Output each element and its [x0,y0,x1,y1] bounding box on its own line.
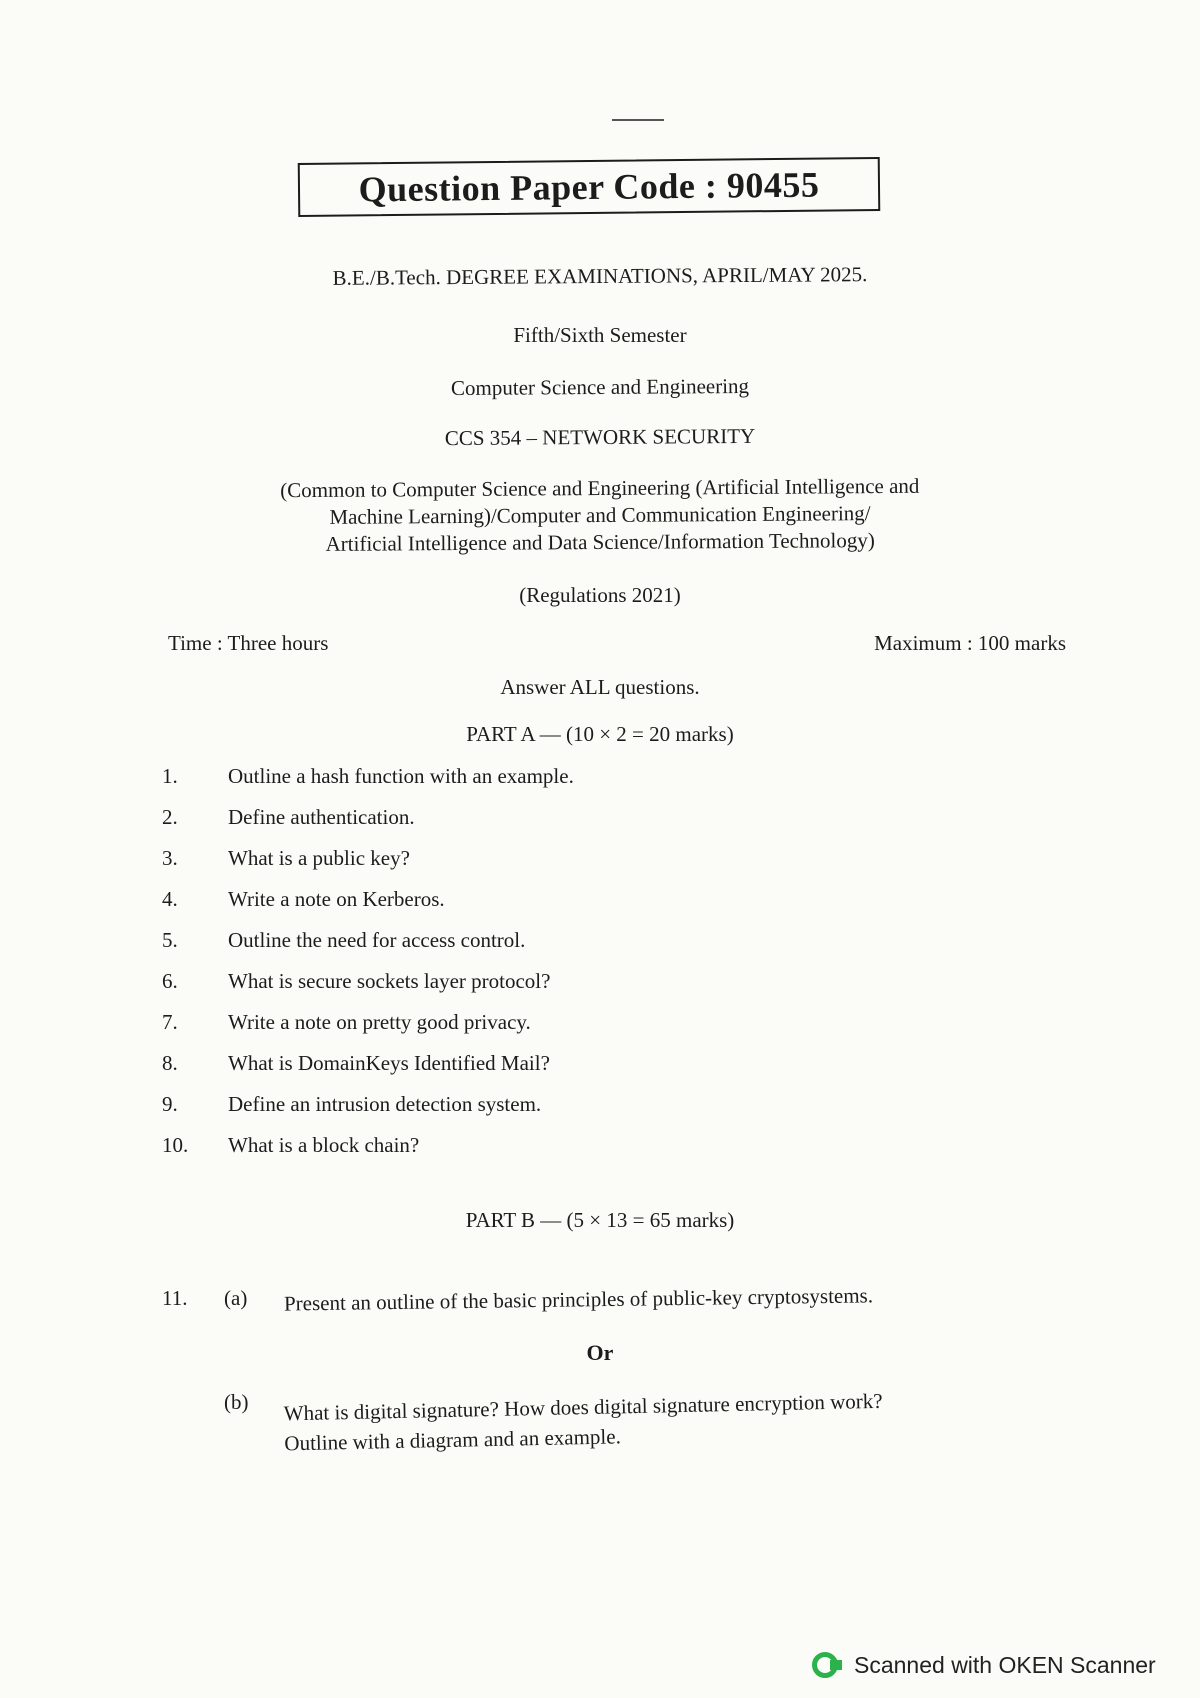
question-text: Outline the need for access control. [228,928,526,952]
question-text: Write a note on Kerberos. [228,887,445,911]
question-text: What is DomainKeys Identified Mail? [228,1051,550,1075]
regulations: (Regulations 2021) [519,583,681,607]
list-item [162,928,1062,969]
list-item [162,969,1062,1010]
question-number: 10. [162,1133,189,1157]
question-text: Define an intrusion detection system. [228,1092,542,1116]
question-number: 4. [162,887,178,911]
question-text: What is a public key? [228,846,410,870]
list-item [162,805,1062,846]
or-separator: Or [586,1340,614,1365]
list-item [162,1051,1062,1092]
question-number: 7. [162,1010,178,1034]
oken-scanner-logo-icon [812,1650,842,1680]
question-number: 2. [162,805,178,829]
top-dash-mark [612,119,664,121]
list-item [162,846,1062,887]
course-title: CCS 354 – NETWORK SECURITY [444,423,756,451]
common-to-line-3: Artificial Intelligence and Data Science/Information Technology) [325,528,875,556]
time-allowed: Time : Three hours [168,631,329,655]
question-text: What is a block chain? [228,1133,420,1157]
question-number: 1. [162,764,178,788]
question-text-line-2: Outline with a diagram and an example. [284,1424,622,1456]
question-text-line-1: What is digital signature? How does digital signature encryption work? [283,1388,883,1426]
list-item [162,1092,1062,1133]
scanner-watermark [812,1650,1156,1680]
question-11a [162,1283,1082,1316]
sub-question-label: (a) [224,1286,248,1310]
scanner-text: Scanned with OKEN Scanner [854,1651,1156,1678]
question-paper-code-box [298,157,881,217]
list-item [162,887,1062,928]
sub-question-label: (b) [224,1390,249,1414]
question-text: Define authentication. [228,805,415,829]
list-item [162,1010,1062,1051]
question-number: 9. [162,1092,178,1116]
question-text: Write a note on pretty good privacy. [228,1010,531,1034]
list-item [162,1133,1062,1174]
list-item [162,764,1062,805]
question-number: 5. [162,928,178,952]
question-11b [224,1388,1084,1456]
maximum-marks: Maximum : 100 marks [874,631,1066,655]
question-number: 8. [162,1051,178,1075]
question-text [283,1382,1084,1459]
question-text: Outline a hash function with an example. [228,764,574,788]
question-paper-code: Question Paper Code : 90455 [358,164,820,210]
common-to-note [0,471,1200,560]
instruction: Answer ALL questions. [500,675,700,699]
common-to-line-2: Machine Learning)/Computer and Communication Engineering/ [329,501,871,529]
semester: Fifth/Sixth Semester [513,323,687,347]
part-b-heading: PART B — (5 × 13 = 65 marks) [465,1208,735,1232]
question-text: Present an outline of the basic principles of public-key cryptosystems. [283,1283,874,1316]
question-number: 6. [162,969,178,993]
question-number: 11. [162,1286,188,1310]
part-a-question-list [162,764,1062,1174]
degree-title: B.E./B.Tech. DEGREE EXAMINATIONS, APRIL/MAY 2025. [332,262,868,290]
part-a-heading: PART A — (10 × 2 = 20 marks) [466,722,734,746]
common-to-line-1: (Common to Computer Science and Engineering (Artificial Intelligence and [280,473,920,503]
department: Computer Science and Engineering [450,373,750,401]
question-text: What is secure sockets layer protocol? [228,969,551,993]
question-number: 3. [162,846,178,870]
